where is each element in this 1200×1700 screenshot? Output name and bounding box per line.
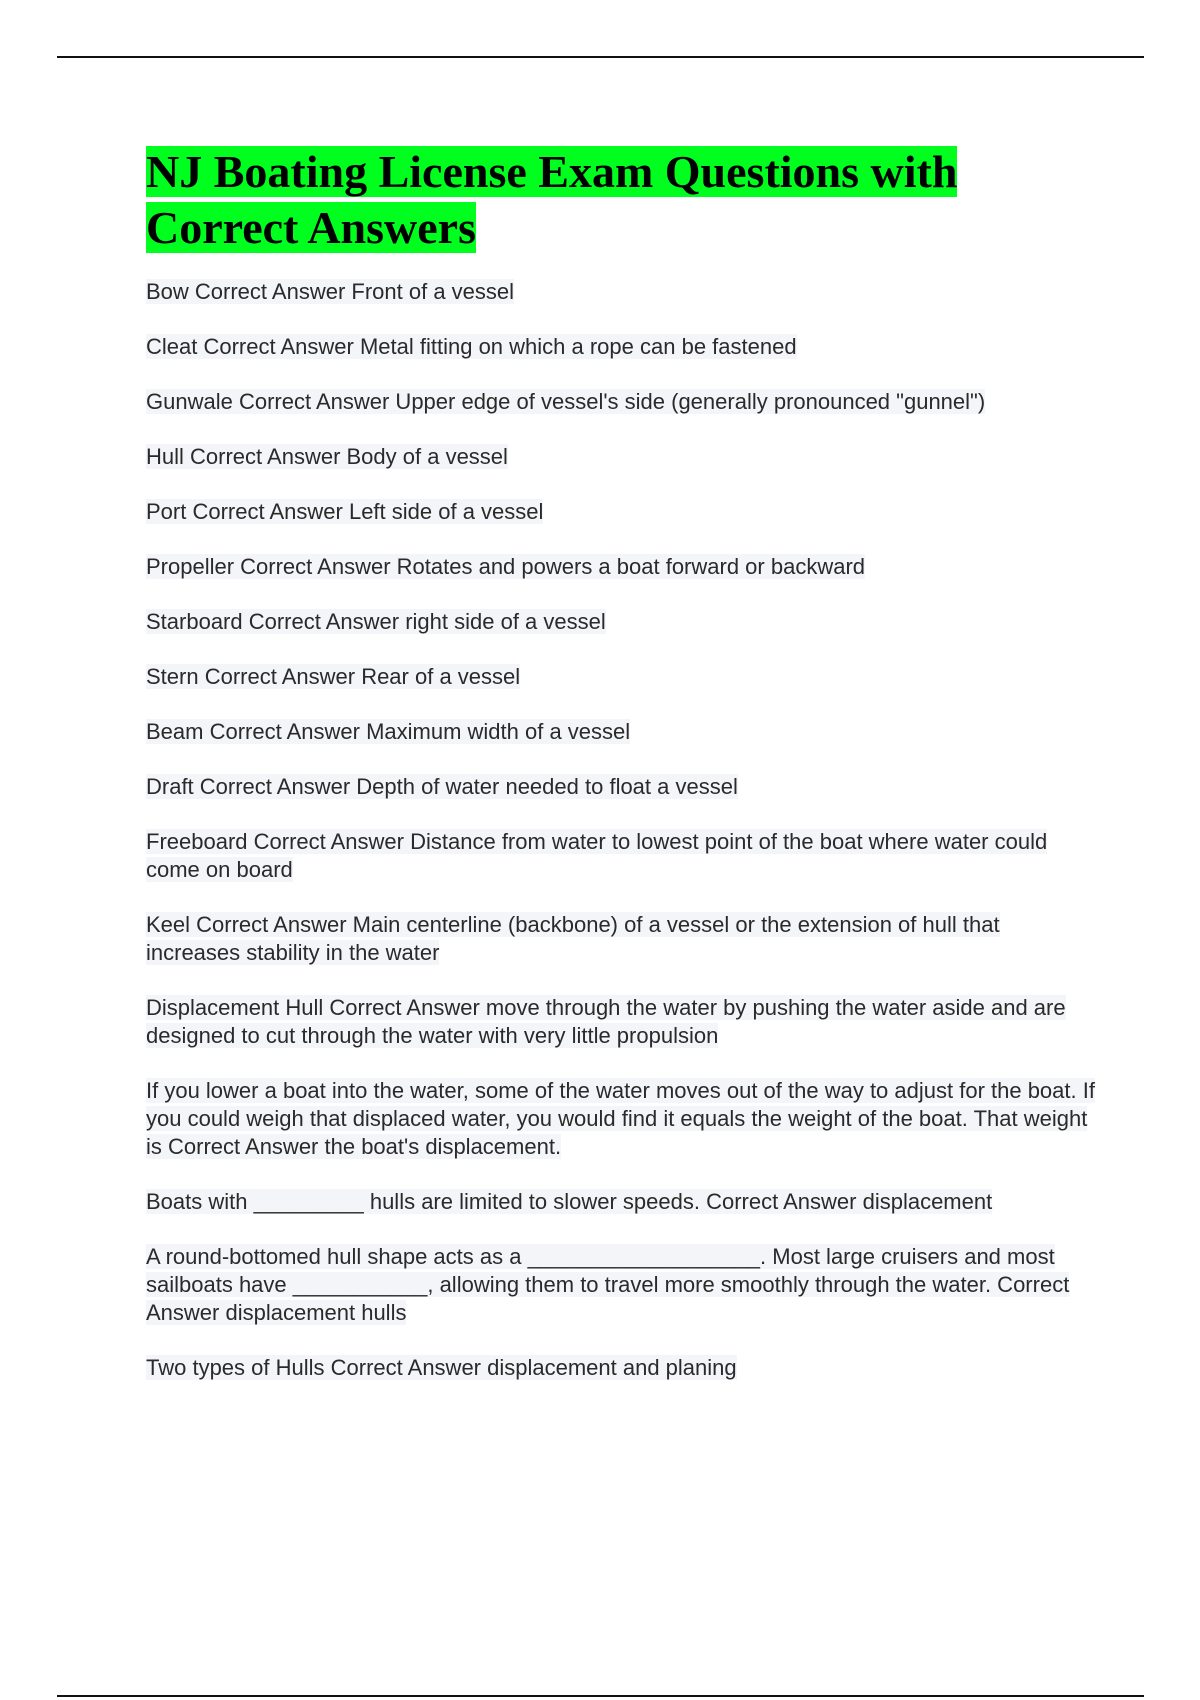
qa-item: Bow Correct Answer Front of a vessel [146,279,515,304]
document-title: NJ Boating License Exam Questions with Correct Answers [146,146,958,253]
qa-item: Draft Correct Answer Depth of water needed to float a vessel [146,774,738,799]
qa-item: Two types of Hulls Correct Answer displacement and planing [146,1355,737,1380]
qa-item: Stern Correct Answer Rear of a vessel [146,664,521,689]
top-divider [57,56,1144,58]
qa-item: Starboard Correct Answer right side of a vessel [146,609,606,634]
qa-list [146,278,1096,1382]
qa-item: Cleat Correct Answer Metal fitting on which a rope can be fastened [146,334,797,359]
qa-item: Port Correct Answer Left side of a vessel [146,499,544,524]
qa-item: Beam Correct Answer Maximum width of a vessel [146,719,631,744]
qa-item: Boats with _________ hulls are limited to slower speeds. Correct Answer displacement [146,1189,993,1214]
qa-item: Keel Correct Answer Main centerline (backbone) of a vessel or the extension of hull that increases stability in the water [146,912,1000,965]
qa-item: If you lower a boat into the water, some of the water moves out of the way to adjust for the boat. If you could weigh that displaced water, you would find it equals the weight of the boat. That weight is Correct Answer the boat's displacement. [146,1078,1095,1159]
qa-item: A round-bottomed hull shape acts as a ___________________. Most large cruisers and most sailboats have ___________, allowing them to travel more smoothly through the water. Correct Answer displacement hulls [146,1244,1070,1325]
qa-item: Freeboard Correct Answer Distance from water to lowest point of the boat where water could come on board [146,829,1048,882]
document-body [146,144,1096,1409]
qa-item: Displacement Hull Correct Answer move through the water by pushing the water aside and are designed to cut through the water with very little propulsion [146,995,1066,1048]
qa-item: Propeller Correct Answer Rotates and powers a boat forward or backward [146,554,866,579]
qa-item: Hull Correct Answer Body of a vessel [146,444,508,469]
qa-item: Gunwale Correct Answer Upper edge of vessel's side (generally pronounced "gunnel") [146,389,986,414]
bottom-divider [57,1695,1144,1697]
